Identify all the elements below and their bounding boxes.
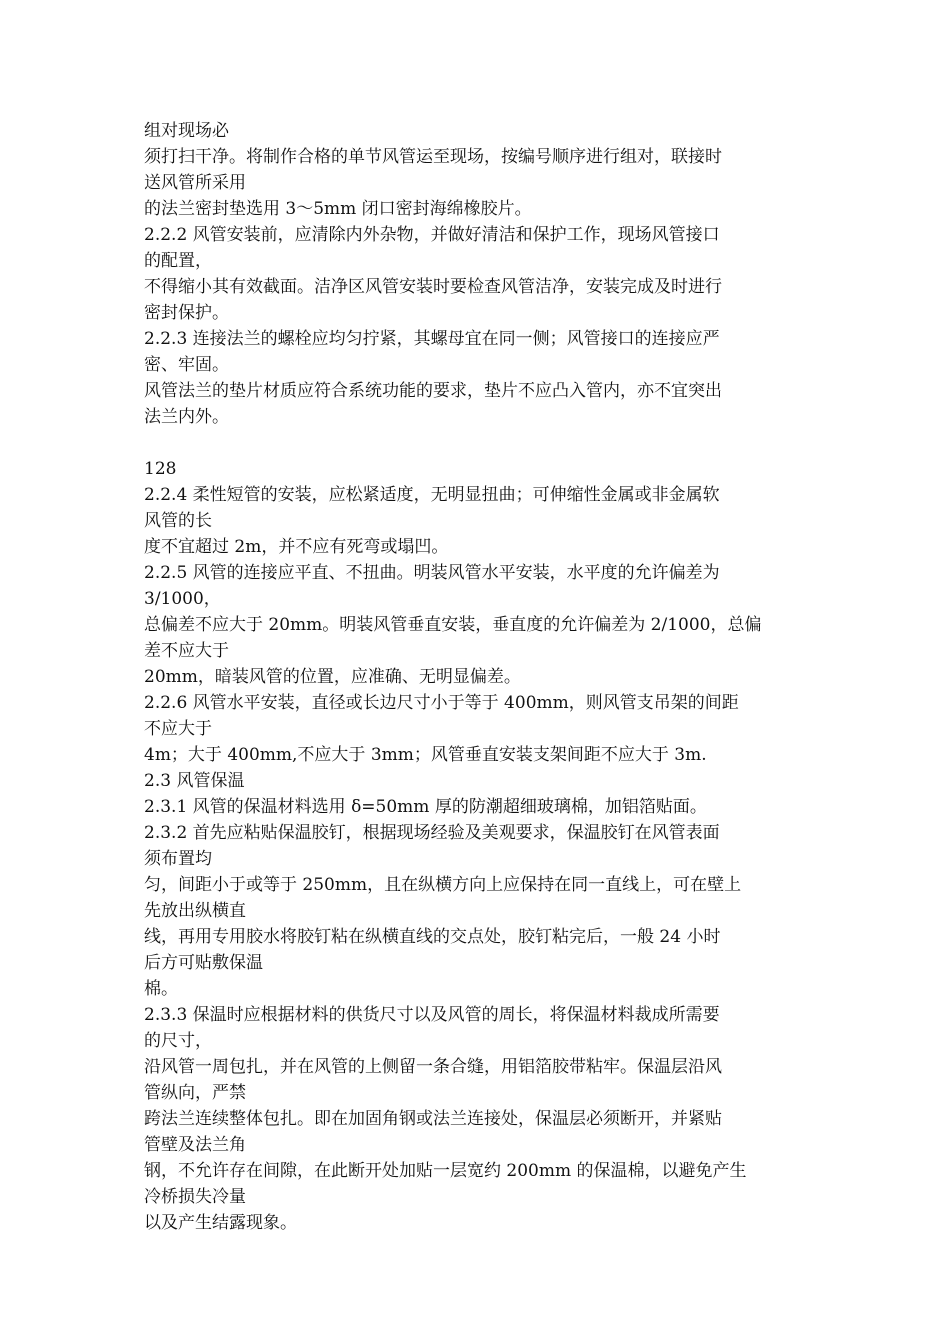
text-line: 密、牢固。 [144, 355, 229, 375]
text-line: 2.3.2 首先应粘贴保温胶钉，根据现场经验及美观要求，保温胶钉在风管表面 [144, 823, 720, 843]
text-line: 送风管所采用 [144, 173, 246, 193]
text-line: 不得缩小其有效截面。洁净区风管安装时要检查风管洁净，安装完成及时进行 [144, 277, 722, 297]
text-line: 密封保护。 [144, 303, 229, 323]
text-line: 沿风管一周包扎，并在风管的上侧留一条合缝，用铝箔胶带粘牢。保温层沿风 [144, 1057, 722, 1077]
text-line: 组对现场必 [144, 121, 229, 141]
text-line: 法兰内外。 [144, 407, 229, 427]
section-heading: 2.3 风管保温 [144, 771, 245, 791]
text-line: 4m；大于 400mm,不应大于 3mm；风管垂直安装支架间距不应大于 3m. [144, 745, 707, 765]
blank-spacer [144, 430, 812, 456]
document-page [144, 118, 812, 1236]
text-line: 风管法兰的垫片材质应符合系统功能的要求，垫片不应凸入管内，亦不宜突出 [144, 381, 722, 401]
text-line: 2.2.5 风管的连接应平直、不扭曲。明装风管水平安装，水平度的允许偏差为 [144, 563, 720, 583]
text-line: 须布置均 [144, 849, 212, 869]
text-line: 棉。 [144, 979, 178, 999]
text-line: 2.2.3 连接法兰的螺栓应均匀拧紧，其螺母宜在同一侧；风管接口的连接应严 [144, 329, 720, 349]
text-line: 2.2.2 风管安装前，应清除内外杂物，并做好清洁和保护工作，现场风管接口 [144, 225, 720, 245]
text-line: 的尺寸， [144, 1031, 212, 1051]
text-line: 匀，间距小于或等于 250mm，且在纵横方向上应保持在同一直线上，可在壁上 [144, 875, 742, 895]
page-number: 128 [144, 459, 177, 479]
text-line: 总偏差不应大于 20mm。明装风管垂直安装，垂直度的允许偏差为 2/1000，总偏 [144, 615, 762, 635]
text-line: 线，再用专用胶水将胶钉粘在纵横直线的交点处，胶钉粘完后，一般 24 小时 [144, 927, 721, 947]
text-line: 风管的长 [144, 511, 212, 531]
text-line: 管壁及法兰角 [144, 1135, 246, 1155]
text-line: 的法兰密封垫选用 3～5mm 闭口密封海绵橡胶片。 [144, 199, 532, 219]
text-line: 2.3.1 风管的保温材料选用 δ=50mm 厚的防潮超细玻璃棉，加铝箔贴面。 [144, 797, 707, 817]
text-line: 不应大于 [144, 719, 212, 739]
text-line: 2.3.3 保温时应根据材料的供货尺寸以及风管的周长，将保温材料裁成所需要 [144, 1005, 720, 1025]
text-line: 2.2.6 风管水平安装，直径或长边尺寸小于等于 400mm，则风管支吊架的间距 [144, 693, 739, 713]
text-line: 以及产生结露现象。 [144, 1213, 297, 1233]
text-line: 3/1000， [144, 589, 221, 609]
text-line: 度不宜超过 2m，并不应有死弯或塌凹。 [144, 537, 449, 557]
text-line: 管纵向，严禁 [144, 1083, 246, 1103]
text-line: 的配置， [144, 251, 212, 271]
text-line: 先放出纵横直 [144, 901, 246, 921]
text-line: 差不应大于 [144, 641, 229, 661]
text-line: 跨法兰连续整体包扎。即在加固角钢或法兰连接处，保温层必须断开，并紧贴 [144, 1109, 722, 1129]
text-line: 20mm，暗装风管的位置，应准确、无明显偏差。 [144, 667, 521, 687]
text-line: 冷桥损失冷量 [144, 1187, 246, 1207]
text-line: 后方可贴敷保温 [144, 953, 263, 973]
text-line: 2.2.4 柔性短管的安装，应松紧适度，无明显扭曲；可伸缩性金属或非金属软 [144, 485, 720, 505]
text-line: 钢，不允许存在间隙，在此断开处加贴一层宽约 200mm 的保温棉，以避免产生 [144, 1161, 747, 1181]
text-line: 须打扫干净。将制作合格的单节风管运至现场，按编号顺序进行组对，联接时 [144, 147, 722, 167]
